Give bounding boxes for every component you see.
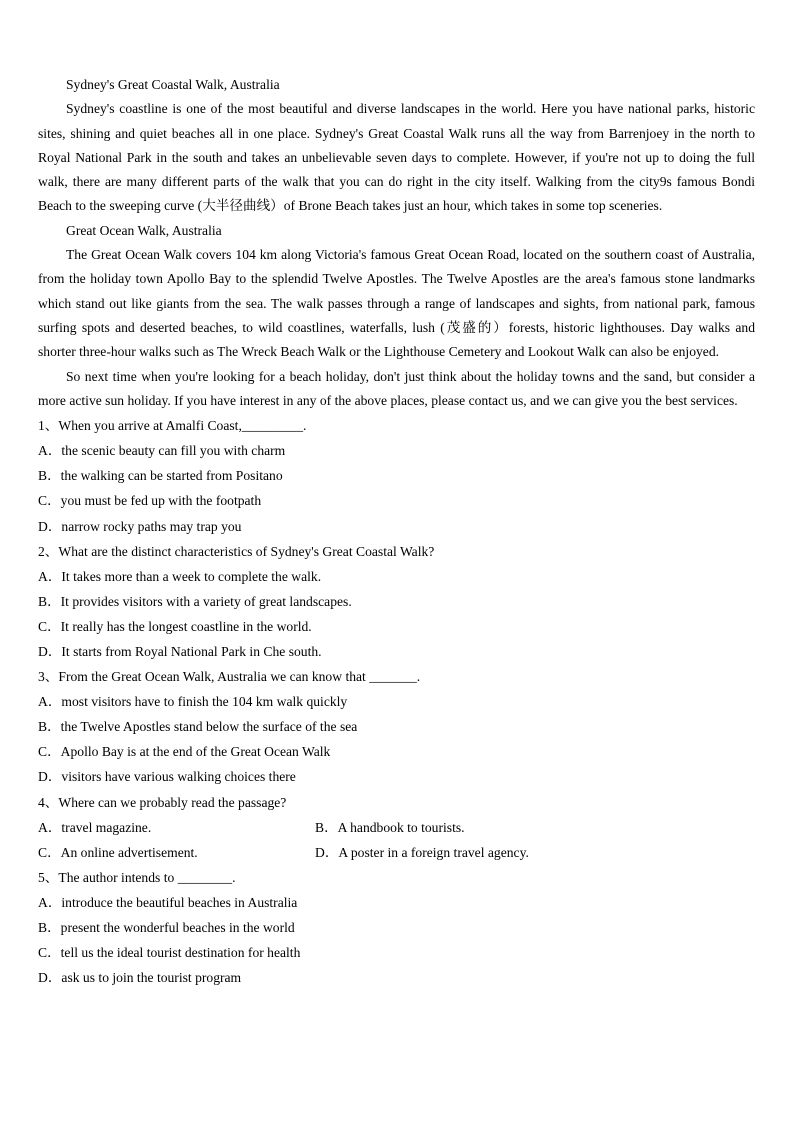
passage-heading-great-ocean: Great Ocean Walk, Australia [66,222,222,238]
question-1 [38,413,755,538]
option-a: A．travel magazine. [38,819,152,835]
question-3 [38,664,755,789]
option-a: A．introduce the beautiful beaches in Australia [38,894,298,910]
option-a: A．the scenic beauty can fill you with charm [38,443,286,459]
option-b: B．A handbook to tourists. [315,819,465,835]
question-stem: 2、What are the distinct characteristics of Sydney's Great Coastal Walk? [38,543,435,559]
option-d: D．It starts from Royal National Park in Che south. [38,644,322,659]
option-b: B．the walking can be started from Positano [38,468,283,484]
passage-heading-sydney: Sydney's Great Coastal Walk, Australia [66,77,280,92]
option-b: B．the Twelve Apostles stand below the surface of the sea [38,719,358,735]
option-c: C．Apollo Bay is at the end of the Great Ocean Walk [38,744,331,760]
passage-paragraph: So next time when you're looking for a beach holiday, don't just think about the holiday towns and the sand, but consider a more active sun holiday. If you have interest in any of the above places, please contact us, and we can give you the best services. [38,368,755,408]
option-d: D．ask us to join the tourist program [38,970,242,986]
document-page [38,73,755,990]
question-5 [38,865,755,990]
option-b: B．present the wonderful beaches in the world [38,920,295,936]
option-c: C．It really has the longest coastline in the world. [38,618,312,634]
option-d: D．visitors have various walking choices there [38,769,296,785]
option-b: B．It provides visitors with a variety of great landscapes. [38,593,352,609]
option-c: C．you must be fed up with the footpath [38,493,262,509]
question-stem: 1、When you arrive at Amalfi Coast,_________. [38,418,307,434]
option-c: C．tell us the ideal tourist destination for health [38,945,301,961]
option-a: A．It takes more than a week to complete the walk. [38,568,322,584]
question-stem: 4、Where can we probably read the passage? [38,794,287,810]
question-stem: 3、From the Great Ocean Walk, Australia we can know that _______. [38,669,421,685]
question-4 [38,790,755,865]
option-d: D．A poster in a foreign travel agency. [315,844,529,860]
option-c: C．An online advertisement. [38,844,198,860]
question-stem: 5、The author intends to ________. [38,869,236,885]
passage-paragraph: The Great Ocean Walk covers 104 km along Victoria's famous Great Ocean Road, located on the southern coast of Australia, from the holiday town Apollo Bay to the splendid Twelve Apostles. The Twelve Apostles are the area's famous stone landmarks which stand out like giants from the sea. The walk passes through a range of landscapes and sights, from national park, famous surfing spots and deserted beaches, to wild coastlines, waterfalls, lush (茂盛的）forests, historic lighthouses. Day walks and shorter three-hour walks such as The Wreck Beach Walk or the Lighthouse Cemetery and Lookout Walk can also be enjoyed. [38,247,755,360]
option-d: D．narrow rocky paths may trap you [38,518,242,534]
question-2 [38,539,755,664]
passage-paragraph: Sydney's coastline is one of the most beautiful and diverse landscapes in the world. Here you have national parks, historic sites, shining and quiet beaches all in one place. Sydney's Great Coastal Walk runs all the way from Barrenjoey in the north to Royal National Park in the south and takes an unbelievable seven days to complete. However, if you're not up to doing the full walk, there are many different parts of the walk that you can do right in the city itself. Walking from the city9s famous Bondi Beach to the sweeping curve (大半径曲线）of Brone Beach takes just an hour, which takes in some top sceneries. [38,101,755,214]
option-a: A．most visitors have to finish the 104 km walk quickly [38,694,348,710]
